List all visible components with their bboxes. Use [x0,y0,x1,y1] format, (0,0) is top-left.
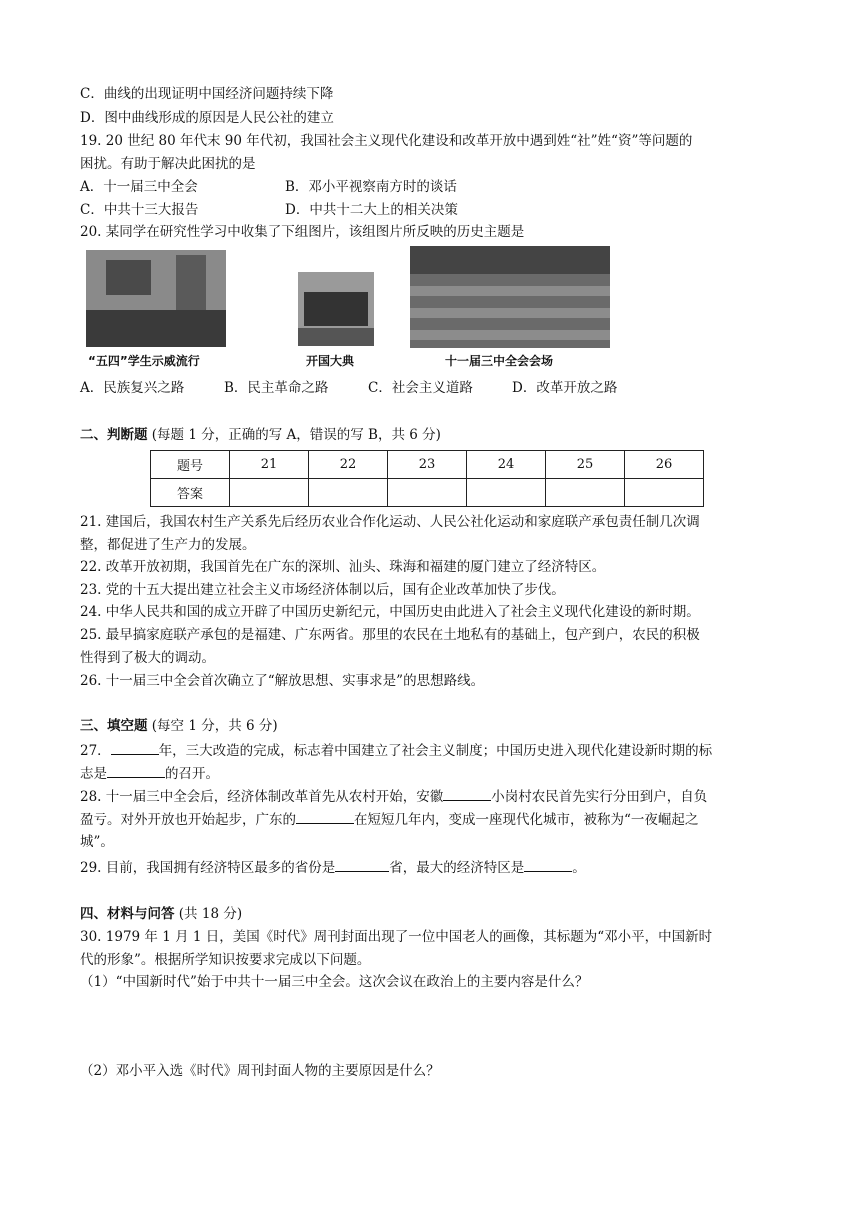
photo-caption-plenum: 十一届三中全会会场 [445,354,554,368]
answer-table [150,450,704,507]
q30-sub1: （1）“中国新时代”始于中共十一届三中全会。这次会议在政治上的主要内容是什么？ [80,974,589,990]
answer-cell[interactable] [546,479,625,507]
q20-option-d: D．改革开放之路 [512,380,618,396]
q27-text: 年，三大改造的完成，标志着中国建立了社会主义制度；中国历史进入现代化建设新时期的标 [158,743,713,759]
q24: 24. 中华人民共和国的成立开辟了中国历史新纪元，中国历史由此进入了社会主义现代化建设的新时期。 [80,604,700,620]
q20-option-b: B．民主革命之路 [224,380,329,396]
table-header-label: 题号 [151,451,230,479]
table-number-cell: 22 [309,451,388,479]
q25-line1: 25. 最早搞家庭联产承包的是福建、广东两省。那里的农民在土地私有的基础上，包产到户，农民的积极 [80,627,700,643]
q30-line1: 30. 1979 年 1 月 1 日，美国《时代》周刊封面出现了一位中国老人的画像，其标题为“邓小平，中国新时 [80,929,713,945]
section3-note: (每空 1 分，共 6 分) [147,718,278,734]
founding-ceremony-photo [298,272,374,346]
answer-cell[interactable] [230,479,309,507]
answer-cell[interactable] [467,479,546,507]
answer-cell[interactable] [309,479,388,507]
table-number-cell: 26 [625,451,704,479]
answer-cell[interactable] [625,479,704,507]
q20-option-c: C．社会主义道路 [368,380,473,396]
q27-line2 [80,763,219,784]
q27-blank-event[interactable] [107,763,165,778]
q19-option-b: B．邓小平视察南方时的谈话 [285,179,457,195]
q29-text2: 省，最大的经济特区是 [389,860,525,876]
table-number-cell: 24 [467,451,546,479]
q18-option-c: C．曲线的出现证明中国经济问题持续下降 [80,86,334,102]
q20-options-row [80,378,617,398]
q29-blank-zone[interactable] [524,857,572,872]
q21-line1: 21. 建国后，我国农村生产关系先后经历农业合作化运动、人民公社化运动和家庭联产承包责任制几次调 [80,514,700,530]
q19-options-row2 [80,200,458,220]
section2-note: (每题 1 分，正确的写 A，错误的写 B，共 6 分) [147,427,441,443]
q28-line3: 城”。 [80,834,114,850]
q28-line2 [80,809,698,830]
q18-option-d: D．图中曲线形成的原因是人民公社的建立 [80,110,334,126]
q29-blank-province[interactable] [335,857,389,872]
q20-option-a: A．民族复兴之路 [80,380,185,396]
q30-line2: 代的形象”。根据所学知识按要求完成以下问题。 [80,952,371,968]
q20-stem: 20. 某同学在研究性学习中收集了下组图片，该组图片所反映的历史主题是 [80,224,525,240]
q30-sub2: （2）邓小平入选《时代》周刊封面人物的主要原因是什么？ [80,1063,440,1079]
q28-text3: 盈亏。对外开放也开始起步，广东的 [80,812,296,828]
q22: 22. 改革开放初期，我国首先在广东的深圳、汕头、珠海和福建的厦门建立了经济特区。 [80,559,606,575]
section2-title [80,425,441,445]
may-fourth-photo [86,250,226,347]
section4-note: (共 18 分) [174,906,243,922]
q19-stem-line2: 困扰。有助于解决此困扰的是 [80,156,256,172]
q26: 26. 十一届三中全会首次确立了“解放思想、实事求是”的思想路线。 [80,673,485,689]
q27-number: 27． [80,743,111,759]
section3-heading: 三、填空题 [80,718,148,734]
q28-line1 [80,786,707,807]
section4-title [80,904,242,924]
q19-options-row1 [80,177,457,197]
answer-cell[interactable] [388,479,467,507]
q29-text3: 。 [572,860,586,876]
section4-heading: 四、材料与问答 [80,906,175,922]
q27-line1 [80,740,712,761]
q28-text1: 28. 十一届三中全会后，经济体制改革首先从农村开始，安徽 [80,789,444,805]
section2-heading: 二、判断题 [80,427,148,443]
q19-option-a: A．十一届三中全会 [80,179,198,195]
q28-blank-county[interactable] [443,786,491,801]
table-number-cell: 23 [388,451,467,479]
q29-text1: 29. 目前，我国拥有经济特区最多的省份是 [80,860,336,876]
table-number-cell: 25 [546,451,625,479]
q19-stem-line1: 19. 20 世纪 80 年代末 90 年代初，我国社会主义现代化建设和改革开放中遇到姓“社”姓“资”等问题的 [80,133,693,149]
q28-blank-city[interactable] [296,809,354,824]
q19-option-d: D．中共十二大上的相关决策 [285,202,458,218]
q27-text3: 的召开。 [165,766,219,782]
q27-blank-year[interactable] [111,740,159,755]
q21-line2: 整，都促进了生产力的发展。 [80,537,256,553]
section3-title [80,716,278,736]
answer-table-row-numbers [151,451,704,479]
q28-text4: 在短短几年内，变成一座现代化城市，被称为“一夜崛起之 [354,812,699,828]
q29-line [80,857,586,878]
q19-option-c: C．中共十三大报告 [80,202,199,218]
photo-caption-founding: 开国大典 [306,354,355,368]
q25-line2: 性得到了极大的调动。 [80,650,215,666]
table-number-cell: 21 [230,451,309,479]
q28-text2: 小岗村农民首先实行分田到户，自负 [491,789,708,805]
q23: 23. 党的十五大提出建立社会主义市场经济体制以后，国有企业改革加快了步伐。 [80,582,565,598]
q27-text2: 志是 [80,766,107,782]
photo-caption-may-fourth: “五四”学生示威流行 [88,354,200,368]
table-answer-label: 答案 [151,479,230,507]
answer-table-row-answers [151,479,704,507]
plenum-photo [410,246,610,348]
